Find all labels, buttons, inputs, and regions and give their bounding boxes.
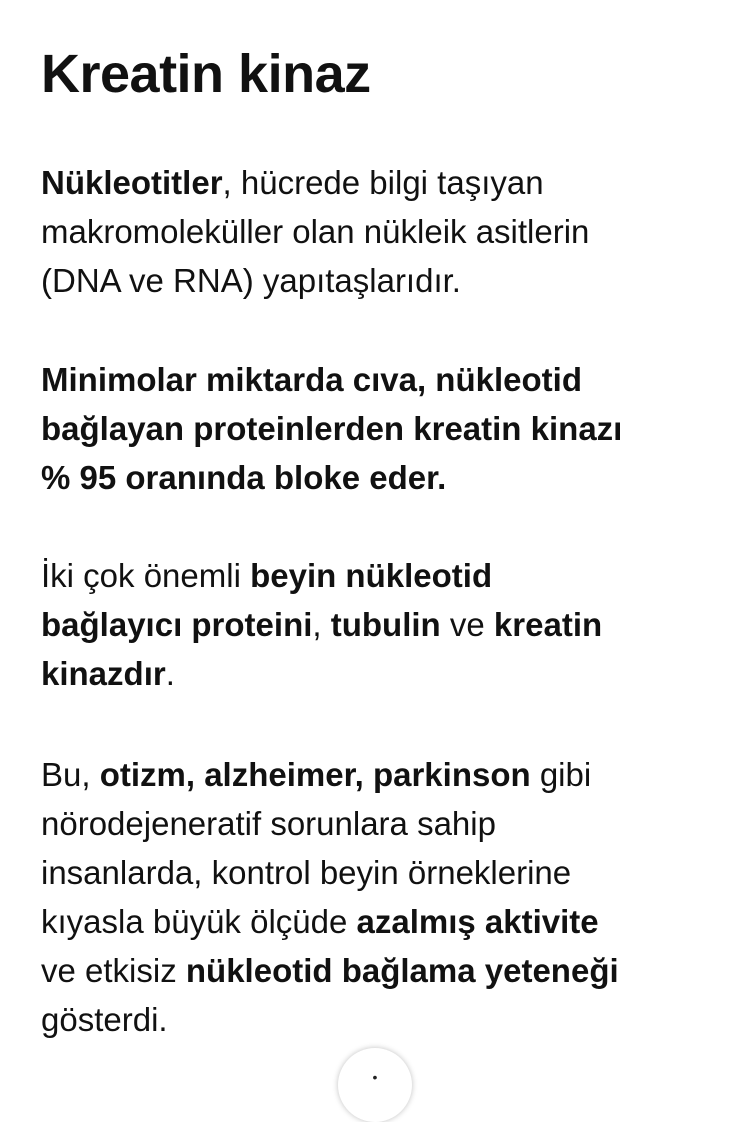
paragraph-line: % 95 oranında bloke eder. <box>41 459 447 496</box>
paragraph-line <box>41 649 716 698</box>
paragraph-line: Minimolar miktarda cıva, nükleotid <box>41 361 582 398</box>
paragraph-nucleotides <box>41 158 716 305</box>
paragraph-line: bağlayan proteinlerden kreatin kinazı <box>41 410 623 447</box>
paragraph-line <box>41 946 716 995</box>
text: . <box>165 655 175 692</box>
text: , <box>312 606 331 643</box>
bold-term: azalmış aktivite <box>356 903 599 940</box>
text: , hücrede bilgi taşıyan <box>222 164 544 201</box>
paragraph-line: makromoleküller olan nükleik asitlerin <box>41 213 590 250</box>
text: ve etkisiz <box>41 952 186 989</box>
floating-action-button[interactable] <box>338 1048 412 1122</box>
bold-term: otizm, alzheimer, parkinson <box>99 756 531 793</box>
bold-term: tubulin <box>330 606 441 643</box>
bold-term: Nükleotitler <box>41 164 223 201</box>
paragraph-mercury-block <box>41 355 716 502</box>
paragraph-line: insanlarda, kontrol beyin örneklerine <box>41 854 572 891</box>
text: gibi <box>530 756 592 793</box>
paragraph-line: nörodejeneratif sorunlara sahip <box>41 805 496 842</box>
paragraph-line <box>41 897 716 946</box>
paragraph-line <box>41 158 716 207</box>
paragraph-line <box>41 600 716 649</box>
paragraph-neurodegenerative <box>41 750 716 1044</box>
text: ve <box>440 606 494 643</box>
paragraph-line: (DNA ve RNA) yapıtaşlarıdır. <box>41 262 461 299</box>
paragraph-line <box>41 750 716 799</box>
bold-term: kreatin <box>493 606 603 643</box>
article-title: Kreatin kinaz <box>41 44 371 104</box>
paragraph-line: gösterdi. <box>41 1001 168 1038</box>
dot-icon: • <box>372 1069 378 1085</box>
bold-term: kinazdır <box>41 655 166 692</box>
text: Bu, <box>41 756 100 793</box>
bold-term: beyin nükleotid <box>250 557 493 594</box>
bold-term: nükleotid bağlama yeteneği <box>185 952 619 989</box>
text: kıyasla büyük ölçüde <box>41 903 357 940</box>
bold-term: bağlayıcı proteini <box>41 606 313 643</box>
paragraph-line <box>41 551 716 600</box>
paragraph-brain-proteins <box>41 551 716 698</box>
text: İki çok önemli <box>41 557 251 594</box>
